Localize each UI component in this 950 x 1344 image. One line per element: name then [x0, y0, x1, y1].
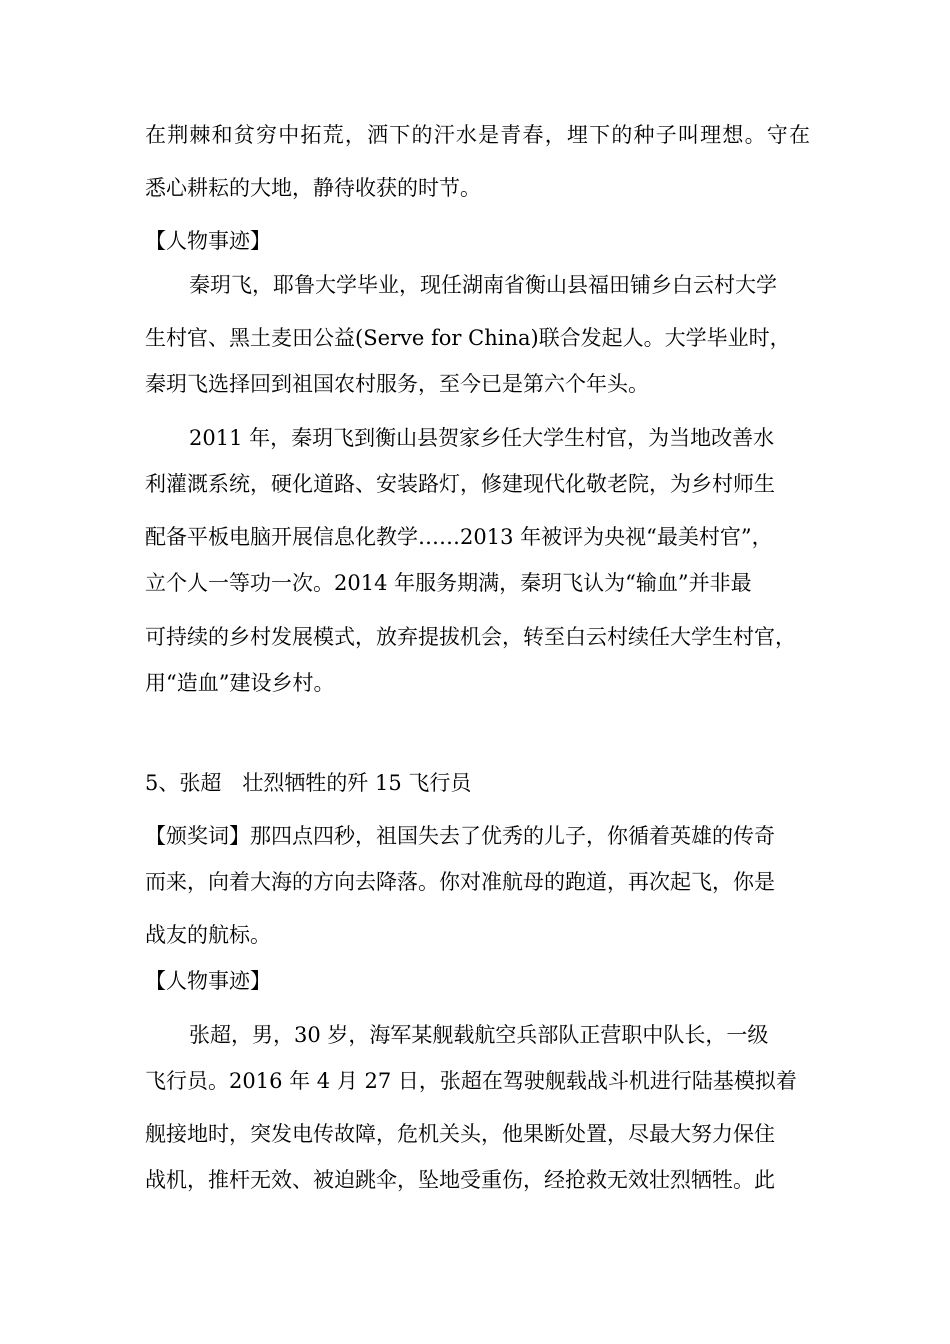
- text-line: 立个人一等功一次。2014 年服务期满，秦玥飞认为“输血”并非最: [145, 571, 752, 595]
- section-heading: 【人物事迹】: [145, 969, 271, 993]
- section-title: 5、张超 壮烈牺牲的歼 15 飞行员: [145, 771, 472, 795]
- text-line: 2011 年，秦玥飞到衡山县贺家乡任大学生村官，为当地改善水: [189, 426, 775, 450]
- text-line: 秦玥飞，耶鲁大学毕业，现任湖南省衡山县福田铺乡白云村大学: [189, 273, 777, 297]
- text-line: 舰接地时，突发电传故障，危机关头，他果断处置，尽最大努力保住: [145, 1122, 775, 1146]
- text-line: 可持续的乡村发展模式，放弃提拔机会，转至白云村续任大学生村官，: [145, 625, 796, 649]
- text-line: 配备平板电脑开展信息化教学……2013 年被评为央视“最美村官”，: [145, 525, 773, 549]
- text-line: 用“造血”建设乡村。: [145, 671, 335, 695]
- text-line: 飞行员。2016 年 4 月 27 日，张超在驾驶舰载战斗机进行陆基模拟着: [145, 1069, 797, 1093]
- text-line: 而来，向着大海的方向去降落。你对准航母的跑道，再次起飞，你是: [145, 870, 775, 894]
- text-line: 张超，男，30 岁，海军某舰载航空兵部队正营职中队长，一级: [189, 1023, 769, 1047]
- text-line: 悉心耕耘的大地，静待收获的时节。: [145, 176, 481, 200]
- text-line: 利灌溉系统，硬化道路、安装路灯，修建现代化敬老院，为乡村师生: [145, 472, 775, 496]
- text-line: 生村官、黑土麦田公益(Serve for China)联合发起人。大学毕业时，: [145, 326, 791, 350]
- text-line: 战友的航标。: [145, 923, 271, 947]
- text-line: 【颁奖词】那四点四秒，祖国失去了优秀的儿子，你循着英雄的传奇: [145, 824, 775, 848]
- text-line: 秦玥飞选择回到祖国农村服务，至今已是第六个年头。: [145, 372, 649, 396]
- text-line: 在荆棘和贫穷中拓荒，洒下的汗水是青春，埋下的种子叫理想。守在: [145, 123, 810, 147]
- section-heading: 【人物事迹】: [145, 229, 271, 253]
- text-line: 战机，推杆无效、被迫跳伞，坠地受重伤，经抢救无效壮烈牺牲。此: [145, 1168, 775, 1192]
